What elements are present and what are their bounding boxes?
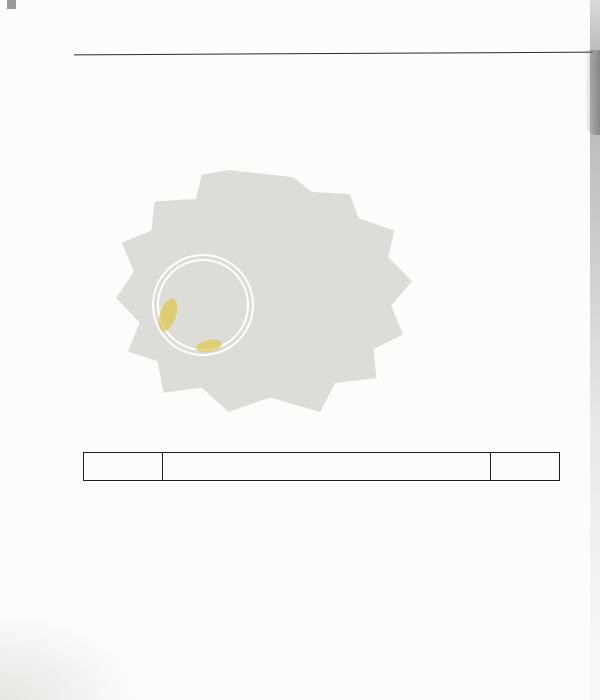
stamp-monogram-icon <box>168 258 232 338</box>
scan-corner-shadow <box>585 50 600 135</box>
column-header-title <box>163 453 491 480</box>
header-rule <box>74 52 593 56</box>
column-header-verse <box>491 453 559 480</box>
column-header-page <box>84 453 163 480</box>
scan-artifact-mark <box>7 0 16 9</box>
scan-shadow <box>0 610 140 700</box>
toc-table-header <box>83 452 560 481</box>
